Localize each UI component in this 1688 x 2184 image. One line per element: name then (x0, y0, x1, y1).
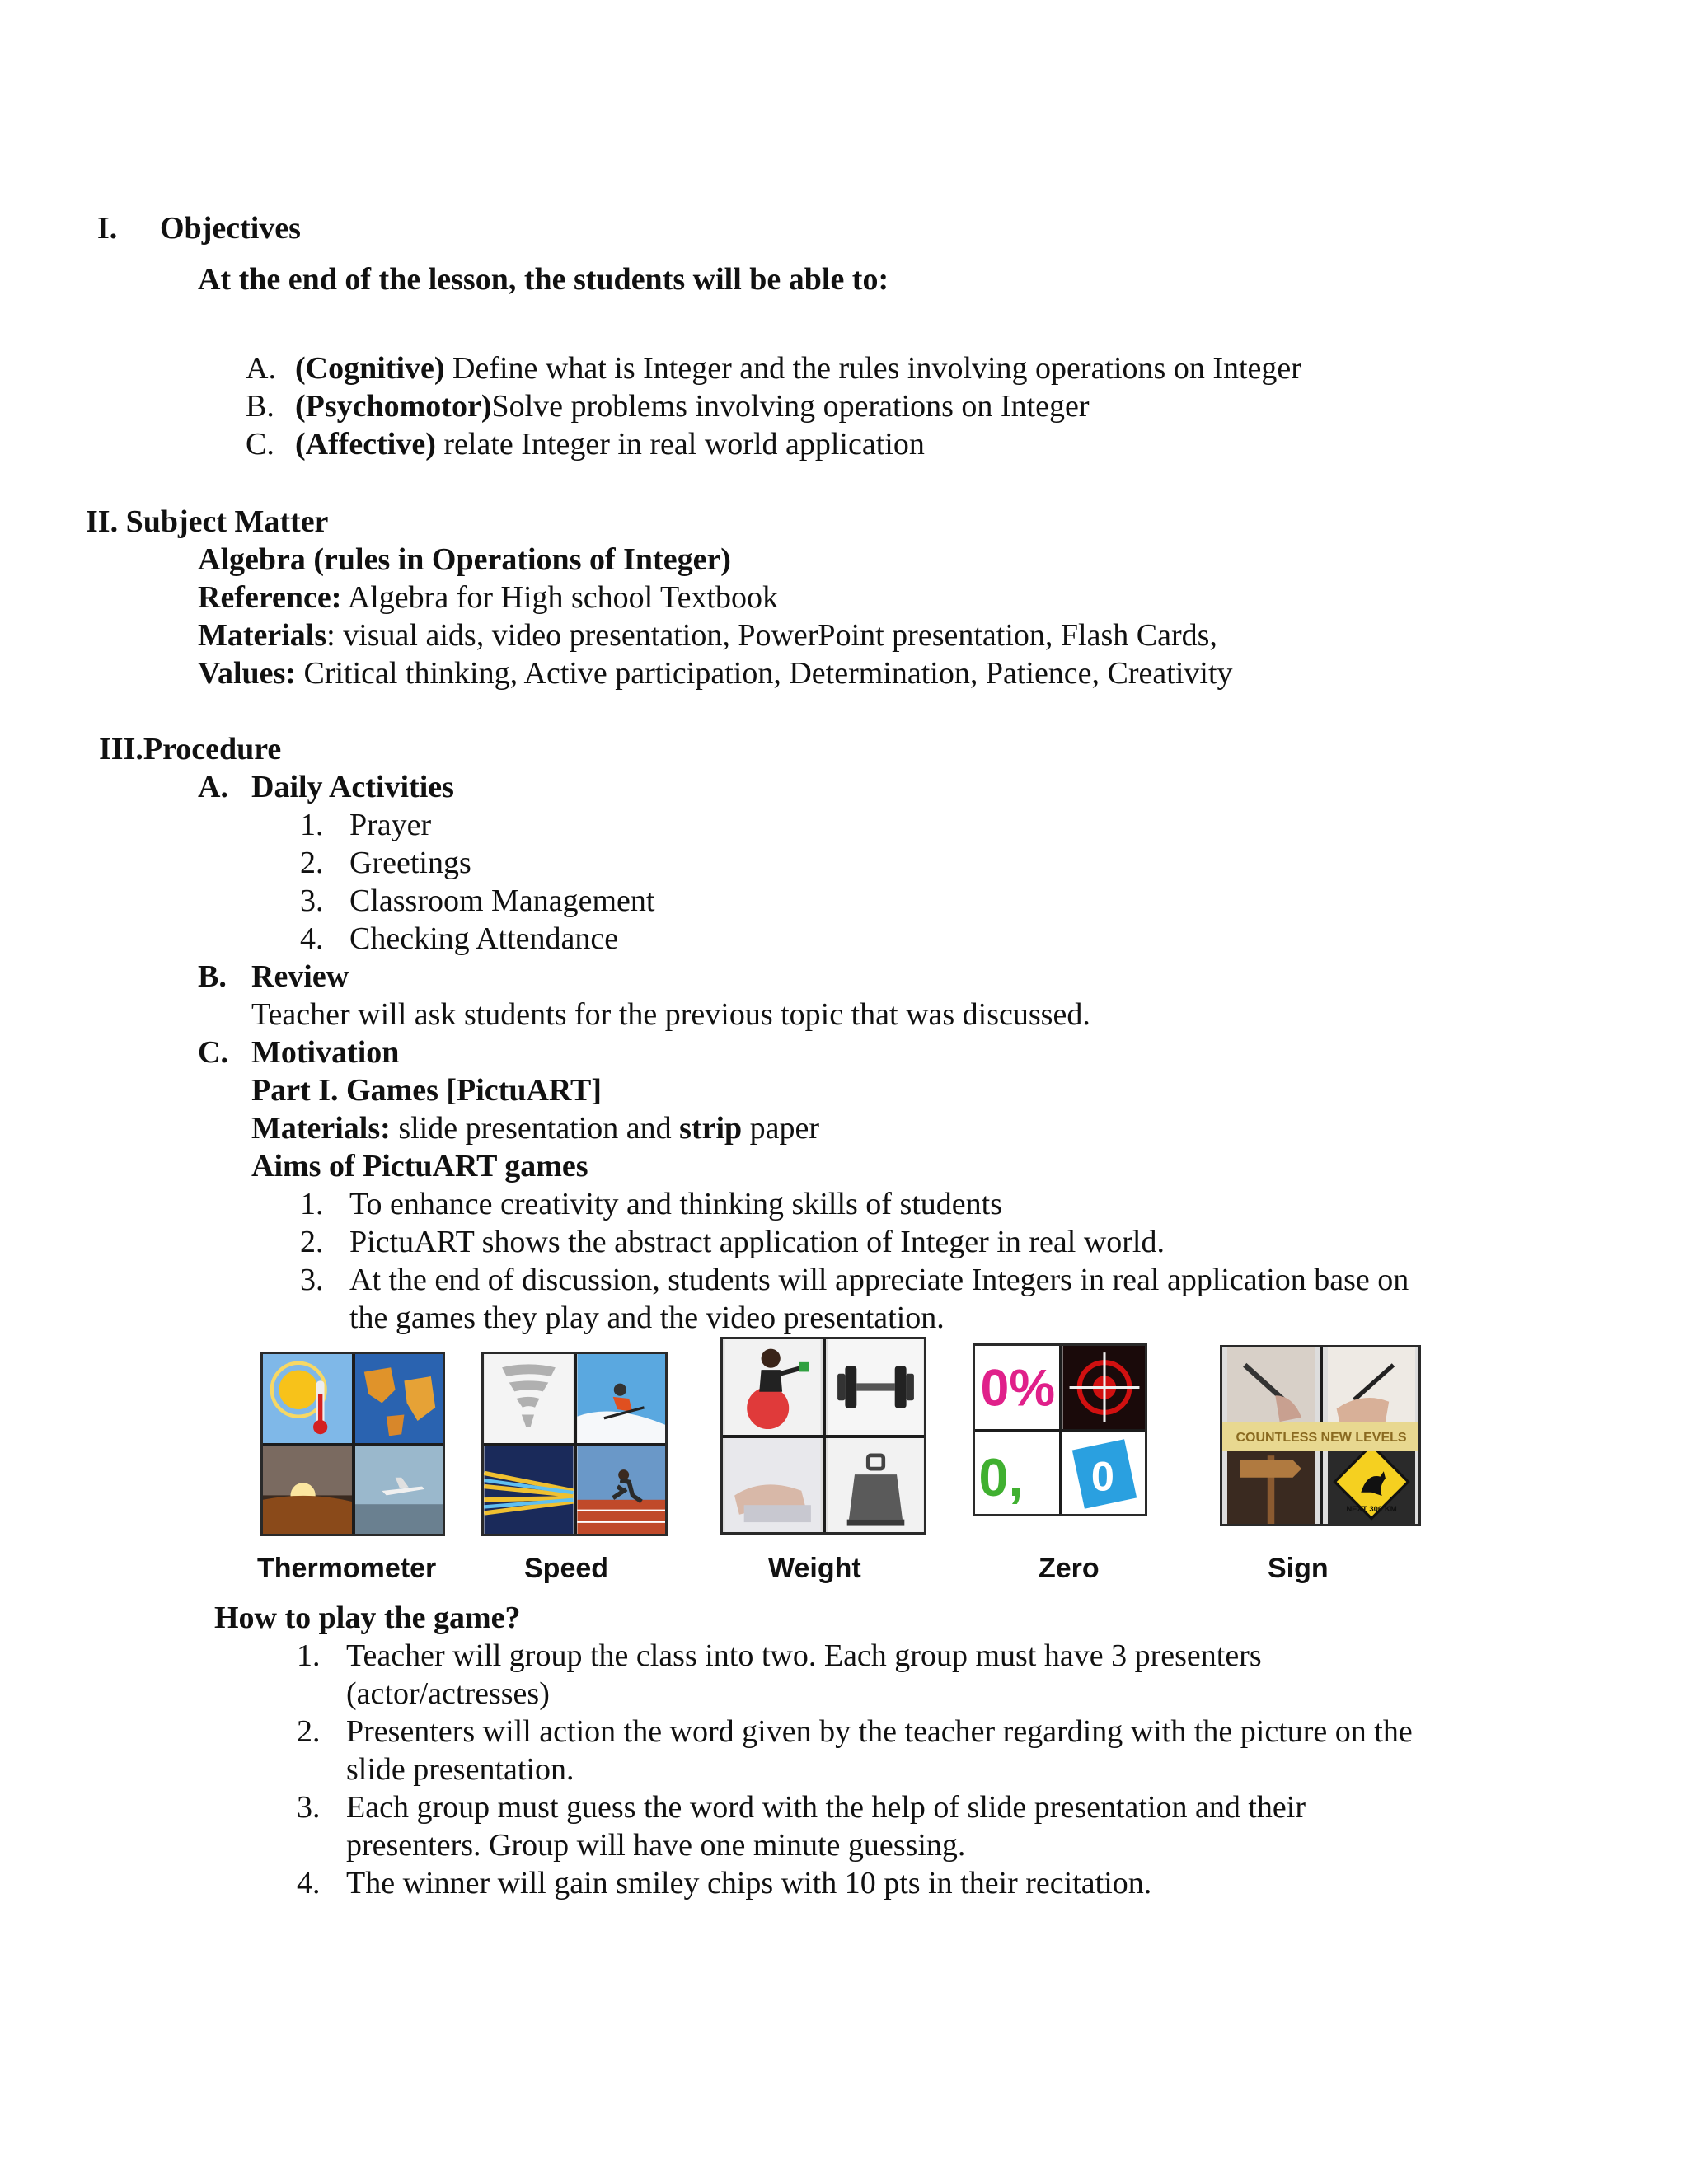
speed-picture (481, 1352, 668, 1536)
step-text: Teacher will group the class into two. Each group must have 3 presenters (346, 1638, 1262, 1673)
daily-item: Prayer (349, 808, 432, 842)
aim-num: 2. (300, 1225, 324, 1259)
step-num: 3. (297, 1790, 321, 1825)
review-heading: Review (251, 959, 349, 994)
step-text: Each group must guess the word with the help of slide presentation and their (346, 1790, 1306, 1825)
svg-text:NEXT 300 KM: NEXT 300 KM (1346, 1505, 1397, 1515)
airplane-icon (355, 1446, 444, 1535)
picture-caption: Sign (1268, 1553, 1329, 1584)
procedure-heading: III.Procedure (99, 732, 282, 766)
skier-icon (577, 1354, 667, 1443)
how-to-play-heading: How to play the game? (214, 1601, 521, 1635)
review-text: Teacher will ask students for the previous topic that was discussed. (251, 997, 1090, 1032)
game-materials: Materials: slide presentation and strip paper (251, 1111, 820, 1146)
subject-materials: Materials: visual aids, video presentation, PowerPoint presentation, Flash Cards, (198, 618, 1217, 653)
step-num: 2. (297, 1714, 321, 1749)
hand-scale-icon (723, 1438, 823, 1534)
zero-percent-label: 0% (980, 1359, 1056, 1418)
sprinter-icon (577, 1446, 667, 1535)
objective-text: (Psychomotor)Solve problems involving operations on Integer (295, 389, 1090, 424)
aims-heading: Aims of PictuART games (251, 1149, 588, 1183)
daily-item: Checking Attendance (349, 921, 619, 956)
subject-reference: Reference: Algebra for High school Textbook (198, 580, 779, 615)
step-text: The winner will gain smiley chips with 10 pts in their recitation. (346, 1866, 1152, 1900)
dumbbell-icon (826, 1339, 926, 1435)
aim-text-continued: the games they play and the video presentation. (349, 1301, 945, 1335)
motivation-letter: C. (198, 1035, 228, 1070)
aim-text: To enhance creativity and thinking skills of students (349, 1187, 1003, 1221)
kettle-weight-icon (826, 1438, 926, 1534)
step-text: Presenters will action the word given by the teacher regarding with the picture on the (346, 1714, 1413, 1749)
picture-caption: Weight (768, 1553, 861, 1584)
subject-matter-heading: II. Subject Matter (86, 504, 329, 539)
aim-text: PictuART shows the abstract application of Integer in real world. (349, 1225, 1165, 1259)
subject-topic: Algebra (rules in Operations of Integer) (198, 542, 731, 577)
daily-num: 2. (300, 846, 324, 880)
light-trails-icon (484, 1446, 574, 1535)
motivation-heading: Motivation (251, 1035, 400, 1070)
daily-item: Classroom Management (349, 883, 655, 918)
tornado-icon (484, 1354, 574, 1443)
zero-comma-label: 0, (978, 1446, 1024, 1507)
objective-item: C. (246, 427, 274, 462)
objective-item: B. (246, 389, 274, 424)
daily-num: 1. (300, 808, 324, 842)
objectives-intro: At the end of the lesson, the students will be able to: (198, 262, 889, 297)
picture-caption: Zero (1039, 1553, 1100, 1584)
daily-num: 3. (300, 883, 324, 918)
subject-values: Values: Critical thinking, Active participation, Determination, Patience, Creativity (198, 656, 1233, 691)
step-text-continued: presenters. Group will have one minute guessing. (346, 1828, 966, 1863)
objective-item: A. (246, 351, 276, 386)
aim-text: At the end of discussion, students will appreciate Integers in real application base on (349, 1263, 1409, 1297)
svg-text:0: 0 (1090, 1452, 1114, 1500)
sign-picture (1220, 1345, 1421, 1526)
daily-heading: Daily Activities (251, 770, 454, 804)
zero-picture (973, 1343, 1147, 1516)
game-part-title: Part I. Games [PictuART] (251, 1073, 603, 1108)
svg-text:COUNTLESS NEW LEVELS: COUNTLESS NEW LEVELS (1236, 1431, 1407, 1445)
step-num: 4. (297, 1866, 321, 1900)
sun-thermometer-icon (263, 1354, 352, 1443)
daily-letter: A. (198, 770, 228, 804)
daily-num: 4. (300, 921, 324, 956)
picture-caption: Thermometer (257, 1553, 437, 1584)
objective-text: (Affective) relate Integer in real world application (295, 427, 925, 462)
thermometer-picture (260, 1352, 445, 1536)
review-letter: B. (198, 959, 227, 994)
weight-picture (720, 1337, 926, 1535)
aim-num: 1. (300, 1187, 324, 1221)
woman-ball-icon (723, 1339, 823, 1435)
picture-caption: Speed (524, 1553, 609, 1584)
world-map-icon (355, 1354, 444, 1443)
step-text-continued: slide presentation. (346, 1752, 574, 1787)
step-text-continued: (actor/actresses) (346, 1676, 550, 1711)
daily-item: Greetings (349, 846, 471, 880)
sign-banner (1222, 1422, 1420, 1451)
target-icon (1062, 1346, 1146, 1429)
aim-num: 3. (300, 1263, 324, 1297)
objective-text: (Cognitive) Define what is Integer and the rules involving operations on Integer (295, 351, 1301, 386)
objectives-numeral: I. (97, 211, 118, 246)
sunset-icon (263, 1446, 352, 1535)
step-num: 1. (297, 1638, 321, 1673)
objectives-heading: Objectives (160, 211, 301, 246)
zero-tile-icon (1062, 1432, 1146, 1516)
